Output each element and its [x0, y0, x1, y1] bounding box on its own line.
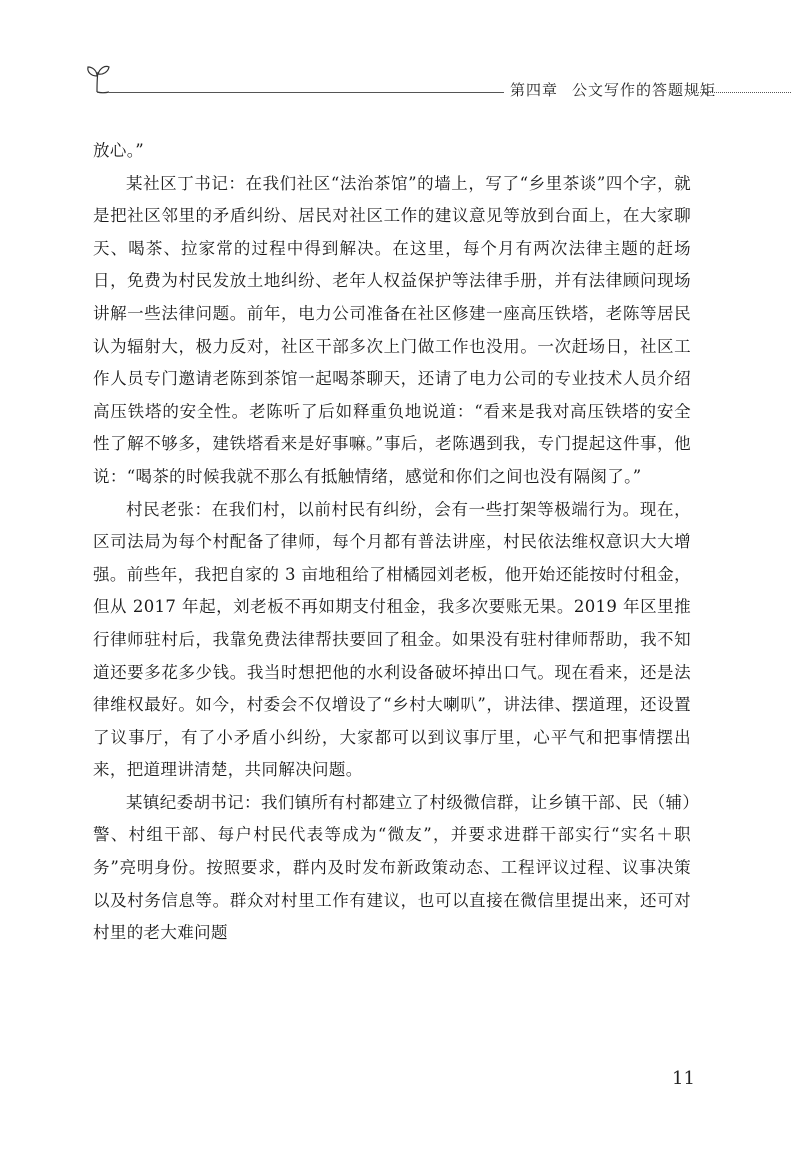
- sprout-icon: [85, 62, 111, 94]
- chapter-heading: [510, 78, 716, 102]
- page-number: 11: [672, 1068, 695, 1089]
- header-rule-left: [109, 92, 504, 93]
- chapter-title: 公文写作的答题规矩: [572, 81, 717, 99]
- body-text: [93, 135, 691, 950]
- chapter-number: 第四章: [510, 81, 559, 99]
- paragraph: 村民老张：在我们村，以前村民有纠纷，会有一些打架等极端行为。现在，区司法局为每个村配备了律师，每个月都有普法讲座，村民依法维权意识大大增强。前些年，我把自家的 3 亩地租给了柑橘园刘老板，他开始还能按时付租金，但从 2017 年起，刘老板不再如期支付租金，我多次要账无果。2019 年区里推行律师驻村后，我靠免费法律帮扶要回了租金。如果没有驻村律师帮助，我不知道还要多花多少钱。我当时想把他的水利设备破坏掉出口气。现在看来，还是法律维权最好。如今，村委会不仅增设了“乡村大喇叭”，讲法律、摆道理，还设置了议事厅，有了小矛盾小纠纷，大家都可以到议事厅里，心平气和把事情摆出来，把道理讲清楚，共同解决问题。: [93, 499, 691, 780]
- paragraph: 某镇纪委胡书记：我们镇所有村都建立了村级微信群，让乡镇干部、民（辅）警、村组干部、每户村民代表等成为“微友”，并要求进群干部实行“实名＋职务”亮明身份。按照要求，群内及时发布新政策动态、工程评议过程、议事决策以及村务信息等。群众对村里工作有建议，也可以直接在微信里提出来，还可对村里的老大难问题: [93, 792, 691, 943]
- paragraph-continuation: 放心。”: [93, 141, 145, 160]
- header-rule-right: [691, 92, 791, 93]
- running-header: [85, 62, 717, 102]
- paragraph: 某社区丁书记：在我们社区“法治茶馆”的墙上，写了“乡里茶谈”四个字，就是把社区邻里的矛盾纠纷、居民对社区工作的建议意见等放到台面上，在大家聊天、喝茶、拉家常的过程中得到解决。在这里，每个月有两次法律主题的赶场日，免费为村民发放土地纠纷、老年人权益保护等法律手册，并有法律顾问现场讲解一些法律问题。前年，电力公司准备在社区修建一座高压铁塔，老陈等居民认为辐射大，极力反对，社区干部多次上门做工作也没用。一次赶场日，社区工作人员专门邀请老陈到茶馆一起喝茶聊天，还请了电力公司的专业技术人员介绍高压铁塔的安全性。老陈听了后如释重负地说道：“看来是我对高压铁塔的安全性了解不够多，建铁塔看来是好事嘛。”事后，老陈遇到我，专门提起这件事，他说：“喝茶的时候我就不那么有抵触情绪，感觉和你们之间也没有隔阂了。”: [93, 173, 691, 486]
